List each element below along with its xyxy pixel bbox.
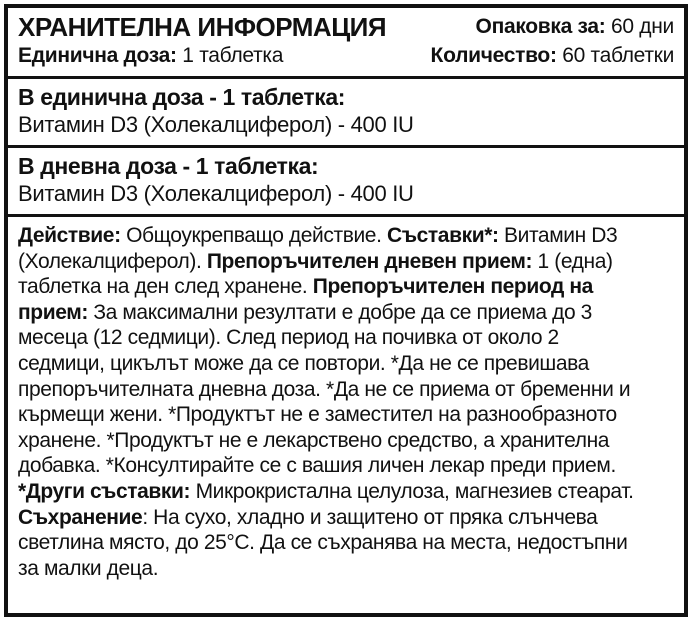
body-line: кърмещи жени. *Продуктът не е заместител на разнообразното bbox=[18, 403, 617, 427]
daily-dose-section bbox=[8, 148, 684, 217]
daily-intake-text-cont: таблетка на ден след хранене. bbox=[18, 275, 313, 299]
body-line bbox=[18, 505, 674, 531]
daily-dose-value: Витамин D3 (Холекалциферол) - 400 IU bbox=[18, 181, 414, 206]
body-line: светлина място, до 25°C. Да се съхранява на места, недостъпни bbox=[18, 531, 628, 555]
other-ingredients-text: Микрокристална целулоза, магнезиев стеарат. bbox=[190, 479, 634, 503]
single-dose-title: В единична доза - 1 таблетка: bbox=[18, 84, 345, 110]
body-line: месеца (12 седмици). След период на почивка от около 2 bbox=[18, 326, 559, 350]
quantity-value: 60 таблетки bbox=[562, 44, 674, 67]
single-dose-value: Витамин D3 (Холекалциферол) - 400 IU bbox=[18, 112, 414, 137]
daily-dose-title: В дневна доза - 1 таблетка: bbox=[18, 153, 319, 179]
period-text: За максимални резултати е добре да се приема до 3 bbox=[87, 300, 592, 324]
dose-value: 1 таблетка bbox=[182, 44, 284, 67]
ingredients-label: Съставки*: bbox=[386, 224, 499, 247]
package-value: 60 дни bbox=[611, 15, 674, 38]
body-line: хранене. *Продуктът не е лекарствено средство, а хранителна bbox=[18, 428, 610, 452]
body-line: препоръчителната дневна доза. *Да не се приема от бременни и bbox=[18, 377, 631, 401]
action-label: Действие: bbox=[18, 224, 121, 247]
dose-label: Единична доза: bbox=[18, 44, 177, 67]
nutrition-info-panel bbox=[4, 4, 688, 617]
panel-title: ХРАНИТЕЛНА ИНФОРМАЦИЯ bbox=[18, 12, 387, 42]
body-line: добавка. *Консултирайте се с вашия личен лекар преди прием. bbox=[18, 454, 616, 478]
daily-intake-label: Препоръчителен дневен прием: bbox=[206, 249, 533, 273]
package-row bbox=[431, 12, 674, 42]
period-label: Препоръчителен период на bbox=[312, 275, 593, 299]
body-line: за малки деца. bbox=[18, 556, 159, 580]
ingredients-text: Витамин D3 bbox=[498, 224, 618, 247]
quantity-row bbox=[431, 42, 674, 69]
package-label: Опаковка за: bbox=[475, 15, 606, 38]
body-line bbox=[18, 274, 674, 300]
ingredients-text-cont: (Холекалциферол). bbox=[18, 249, 207, 273]
period-label-cont: прием: bbox=[18, 300, 88, 324]
daily-intake-text: 1 (една) bbox=[532, 249, 613, 273]
body-line bbox=[18, 479, 674, 505]
storage-text: : На сухо, хладно и защитено от пряка слънчева bbox=[142, 505, 598, 529]
body-line bbox=[18, 300, 674, 326]
action-text: Общоукрепващо действие. bbox=[120, 224, 387, 247]
quantity-label: Количество: bbox=[430, 44, 557, 67]
dose-row bbox=[18, 42, 386, 69]
single-dose-section bbox=[8, 79, 684, 148]
nutrition-header bbox=[8, 8, 684, 79]
body-line bbox=[18, 249, 674, 275]
body-line: седмици, цикълът може да се повтори. *Да не се превишава bbox=[18, 351, 589, 375]
other-ingredients-label: *Други съставки: bbox=[18, 479, 191, 503]
body-line bbox=[18, 223, 674, 249]
description-body bbox=[8, 217, 684, 581]
storage-label: Съхранение bbox=[18, 505, 143, 529]
